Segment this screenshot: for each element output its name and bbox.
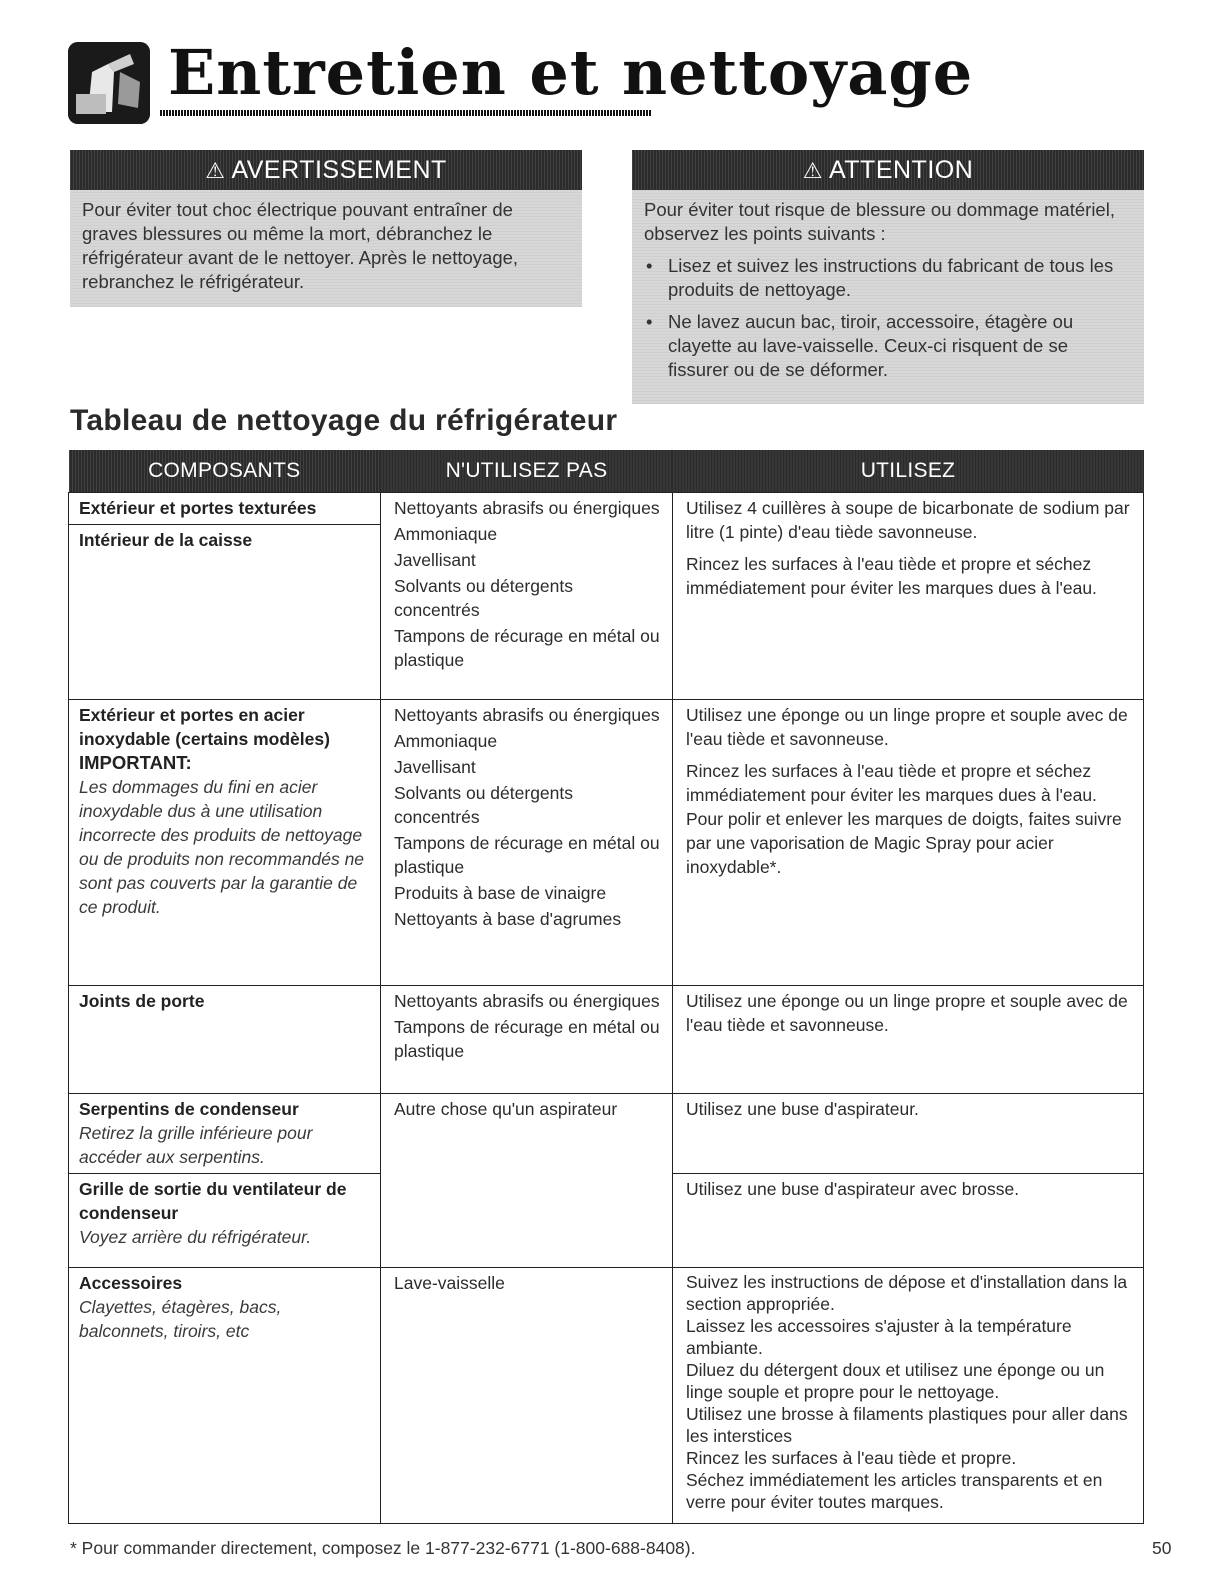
component-item: Grille de sortie du ventilateur de condenseur Voyez arrière du réfrigérateur. bbox=[79, 1178, 347, 1247]
caution-box bbox=[632, 150, 1144, 404]
caution-list bbox=[644, 254, 1130, 382]
dont-use-cell: Nettoyants abrasifs ou énergiques Ammoniaque Javellisant Solvants ou détergents concentrés Tampons de récurage en métal ou plastique Produits à base de vinaigre Nettoyants à base d'agrumes bbox=[381, 699, 673, 985]
spray-bottle-icon bbox=[68, 42, 150, 124]
warning-text: Pour éviter tout choc électrique pouvant entraîner de graves blessures ou même la mort, débranchez le réfrigérateur avant de le nettoyer. Après le nettoyage, rebranchez le réfrigérateur. bbox=[82, 199, 519, 292]
table-row bbox=[69, 1267, 1144, 1523]
components-cell bbox=[69, 1093, 381, 1173]
components-cell bbox=[69, 985, 381, 1093]
footnote: * Pour commander directement, composez le 1-877-232-6771 (1-800-688-8408). bbox=[70, 1538, 696, 1558]
cleaning-table bbox=[68, 450, 1144, 1524]
warning-triangle-icon: ⚠ bbox=[802, 158, 823, 183]
warning-title: AVERTISSEMENT bbox=[231, 156, 447, 184]
table-header-row bbox=[69, 450, 1144, 492]
section-title: Tableau de nettoyage du réfrigérateur bbox=[70, 404, 618, 437]
table-row bbox=[69, 699, 1144, 985]
page-title: Entretien et nettoyage bbox=[168, 36, 974, 109]
warning-triangle-icon: ⚠ bbox=[205, 158, 226, 183]
components-cell bbox=[69, 1173, 381, 1267]
caution-title: ATTENTION bbox=[828, 156, 974, 184]
page-number: 50 bbox=[1152, 1538, 1172, 1558]
caution-item: • Lisez et suivez les instructions du fabricant de tous les produits de nettoyage. bbox=[644, 254, 1130, 302]
caution-intro: Pour éviter tout risque de blessure ou dommage matériel, observez les points suivants : bbox=[644, 199, 1115, 244]
dont-use-cell: Autre chose qu'un aspirateur bbox=[381, 1093, 673, 1267]
use-cell: Utilisez une éponge ou un linge propre et souple avec de l'eau tiède et savonneuse. bbox=[673, 985, 1144, 1093]
header-composants: COMPOSANTS bbox=[69, 450, 381, 492]
component-item: Joints de porte bbox=[79, 990, 205, 1011]
caution-header bbox=[632, 150, 1144, 190]
component-item: Serpentins de condenseur Retirez la grille inférieure pour accéder aux serpentins. bbox=[79, 1098, 313, 1167]
component-item: Extérieur et portes texturées bbox=[79, 497, 317, 518]
use-cell: Utilisez une éponge ou un linge propre et souple avec de l'eau tiède et savonneuse. Rincez les surfaces à l'eau tiède et propre et séchez immédiatement pour éviter les marques dues à l'eau. Pour polir et enlever les marques de doigts, faites suivre par une vaporisation de Magic Spray pour acier inoxydable*. bbox=[673, 699, 1144, 985]
use-cell: Suivez les instructions de dépose et d'installation dans la section appropriée. Laissez les accessoires s'ajuster à la température ambiante. Diluez du détergent doux et utilisez une éponge ou un linge souple et propre pour le nettoyage. Utilisez une brosse à filaments plastiques pour aller dans les interstices Rincez les surfaces à l'eau tiède et propre. Séchez immédiatement les articles transparents et en verre pour éviter toutes marques. bbox=[673, 1267, 1144, 1523]
warning-header bbox=[70, 150, 582, 190]
table-row bbox=[69, 1093, 1144, 1173]
components-cell bbox=[69, 699, 381, 985]
component-item: Intérieur de la caisse bbox=[69, 524, 380, 556]
dont-use-cell: Nettoyants abrasifs ou énergiques Tampons de récurage en métal ou plastique bbox=[381, 985, 673, 1093]
caution-item: • Ne lavez aucun bac, tiroir, accessoire, étagère ou clayette au lave-vaisselle. Ceux-ci risquent de se fissurer ou de se déformer. bbox=[644, 310, 1130, 382]
header-utilisez: UTILISEZ bbox=[673, 450, 1144, 492]
dont-use-cell: Nettoyants abrasifs ou énergiques Ammoniaque Javellisant Solvants ou détergents concentrés Tampons de récurage en métal ou plastique bbox=[381, 492, 673, 699]
header-nutilisez-pas: N'UTILISEZ PAS bbox=[381, 450, 673, 492]
use-cell: Utilisez une buse d'aspirateur. bbox=[673, 1093, 1144, 1173]
component-item: Accessoires Clayettes, étagères, bacs, balconnets, tiroirs, etc bbox=[79, 1272, 282, 1341]
components-cell bbox=[69, 492, 381, 699]
table-row bbox=[69, 985, 1144, 1093]
title-underline bbox=[160, 110, 652, 116]
component-item: Extérieur et portes en acier inoxydable (certains modèles) IMPORTANT: Les dommages du fini en acier inoxydable dus à une utilisation incorrecte des produits de nettoyage ou de produits non recommandés ne sont pas couverts par la garantie de ce produit. bbox=[79, 704, 365, 917]
dont-use-cell: Lave-vaisselle bbox=[381, 1267, 673, 1523]
components-cell bbox=[69, 1267, 381, 1523]
table-row bbox=[69, 492, 1144, 699]
use-cell: Utilisez 4 cuillères à soupe de bicarbonate de sodium par litre (1 pinte) d'eau tiède savonneuse. Rincez les surfaces à l'eau tiède et propre et séchez immédiatement pour éviter les marques dues à l'eau. bbox=[673, 492, 1144, 699]
warning-box bbox=[70, 150, 582, 307]
use-cell: Utilisez une buse d'aspirateur avec brosse. bbox=[673, 1173, 1144, 1267]
